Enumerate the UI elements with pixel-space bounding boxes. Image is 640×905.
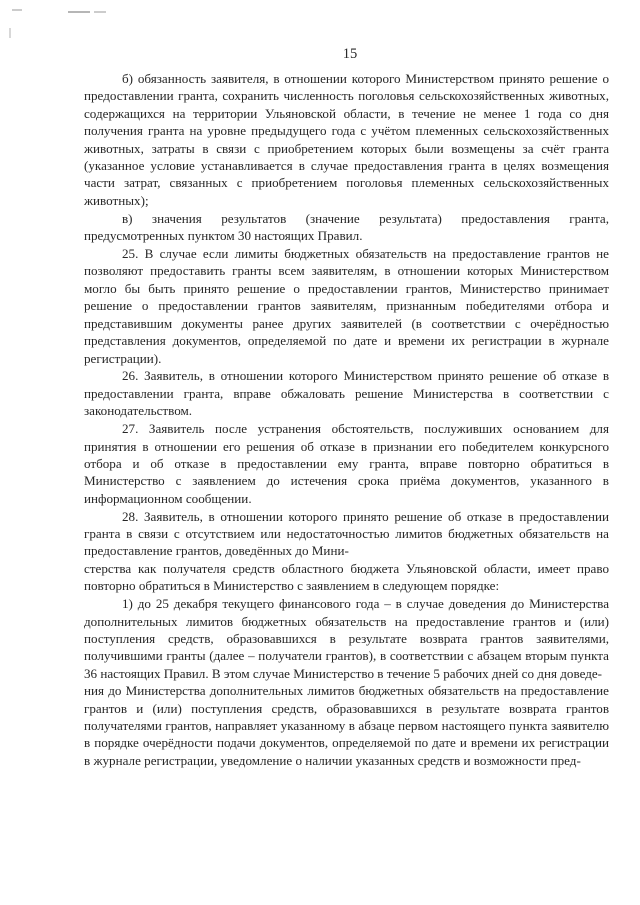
- page-number: 15: [342, 46, 358, 62]
- paragraph-item-1: 1) до 25 декабря текущего финансового года – в случае доведения до Министерства дополнительных лимитов бюджетных обязательств на предоставление грантов и (или) поступления средств, образовавшихся в результате возврата грантов заявителями, получившими гранты (далее – получатели грантов), в соответствии с абзацем вторым пункта 36 настоящих Правил. В этом случае Министерство в течение 5 рабочих дней со дня доведе- ния до Министерства дополнительных лимитов бюджетных обязательств на предоставление грантов и (или) поступления средств, образовавшихся в результате возврата грантов получателями грантов, направляет указанному в абзаце первом настоящего пункта заявителю в порядке очерёдности подачи документов, определяемой по дате и времени их регистрации в журнале регистрации, уведомление о наличии указанных средств и возможности пред-: [84, 596, 609, 768]
- paragraph-obligation-b: б) обязанность заявителя, в отношении которого Министерством принято решение о предоставлении гранта, сохранить численность поголовья сельскохозяйственных животных, содержащихся на территории Ульяновской области, в течение не менее 1 года со дня получения гранта на уровне предыдущего года с учётом племенных сельскохозяйственных животных, затраты в связи с приобретением которых были возмещены за счёт гранта (указанное условие устанавливается в случае предоставления гранта в целях возмещения части затрат, связанных с приобретением поголовья племенных сельскохозяйственных животных);: [84, 71, 609, 208]
- paragraph-clause-26: 26. Заявитель, в отношении которого Министерством принято решение об отказе в предоставлении гранта, вправе обжаловать решение Министерства в соответствии с законодательством.: [84, 368, 609, 419]
- paragraph-clause-27: 27. Заявитель после устранения обстоятельств, послуживших основанием для принятия в отношении его решения об отказе в признании его победителем конкурсного отбора и об отказе в предоставлении ему гранта, вправе повторно обратиться в Министерство с заявлением до истечения срока приёма документов, указанного в информационном сообщении.: [84, 421, 609, 506]
- document-body: [84, 70, 609, 769]
- paragraph-clause-28: 28. Заявитель, в отношении которого принято решение об отказе в предоставлении гранта в связи с отсутствием или недостаточностью лимитов бюджетных обязательств на предоставление грантов, доведённых до Мини- стерства как получателя средств областного бюджета Ульяновской области, имеет право повторно обратиться в Министерство с заявлением в следующем порядке:: [84, 508, 609, 594]
- paragraph-results-v: в) значения результатов (значение результата) предоставления гранта, предусмотренных пунктом 30 настоящих Правил.: [84, 210, 609, 244]
- paragraph-clause-25: 25. В случае если лимиты бюджетных обязательств на предоставление грантов не позволяют предоставить гранты всем заявителям, в отношении которых Министерством могло бы быть принято решение о предоставлении грантов, Министерство принимает решение о предоставлении грантов заявителям, признанным победителями отбора и представившим документы ранее других заявителей (в соответствии с очерёдностью представления документов, определяемой по дате и времени их регистрации в журнале регистрации).: [84, 246, 609, 366]
